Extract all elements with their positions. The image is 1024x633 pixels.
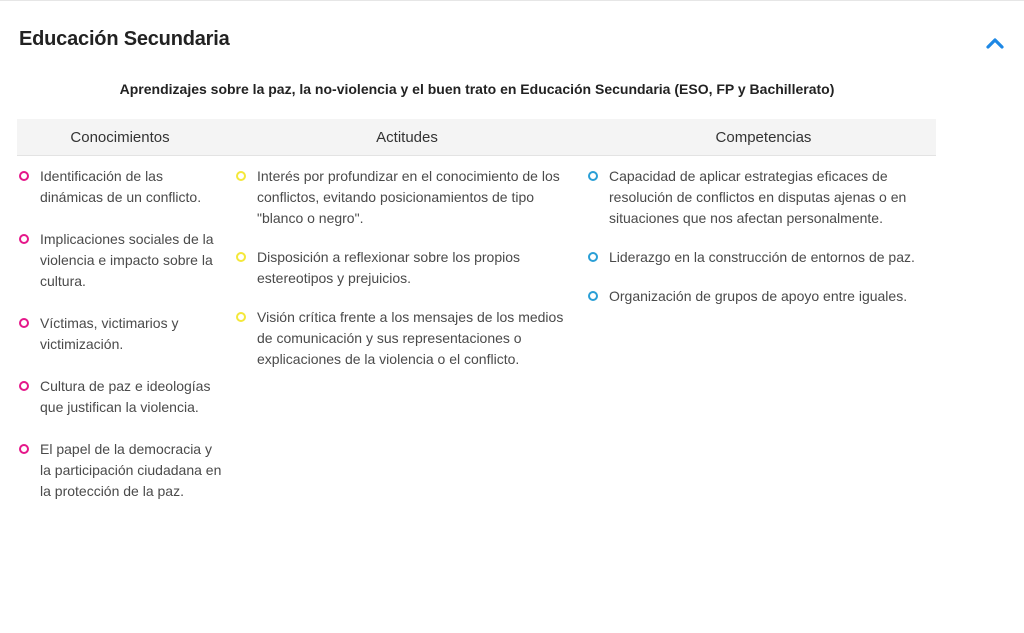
list-item — [234, 307, 578, 370]
circle-bullet-icon — [236, 252, 246, 262]
list-item — [234, 166, 578, 229]
list-item — [586, 247, 931, 268]
circle-bullet-icon — [19, 234, 29, 244]
header-actitudes: Actitudes — [376, 128, 438, 146]
actitudes-list — [234, 166, 578, 388]
circle-bullet-icon — [236, 312, 246, 322]
item-text: Organización de grupos de apoyo entre iguales. — [609, 288, 908, 304]
list-item — [17, 229, 223, 292]
item-text: Implicaciones sociales de la violencia e impacto sobre la cultura. — [40, 231, 214, 289]
list-item — [586, 166, 931, 229]
circle-bullet-icon — [19, 381, 29, 391]
table-caption: Aprendizajes sobre la paz, la no-violencia y el buen trato en Educación Secundaria (ESO, FP y Bachillerato) — [119, 81, 835, 97]
table-header-row — [17, 119, 936, 156]
circle-bullet-icon — [19, 444, 29, 454]
item-text: Disposición a reflexionar sobre los propios estereotipos y prejuicios. — [257, 249, 521, 286]
item-text: El papel de la democracia y la participación ciudadana en la protección de la paz. — [40, 441, 222, 499]
item-text: Víctimas, victimarios y victimización. — [40, 315, 179, 352]
item-text: Liderazgo en la construcción de entornos de paz. — [609, 249, 915, 265]
conocimientos-list — [17, 166, 223, 523]
list-item — [586, 286, 931, 307]
chevron-up-icon — [986, 37, 1004, 49]
header-conocimientos: Conocimientos — [70, 128, 170, 146]
item-text: Visión crítica frente a los mensajes de los medios de comunicación y sus representaciones o explicaciones de la violencia o el conflicto. — [257, 309, 564, 367]
item-text: Capacidad de aplicar estrategias eficaces de resolución de conflictos en disputas ajenas o en situaciones que nos afectan personalmente. — [609, 168, 907, 226]
circle-bullet-icon — [19, 171, 29, 181]
section-title: Educación Secundaria — [19, 28, 230, 50]
list-item — [17, 439, 223, 502]
top-divider — [0, 0, 1024, 1]
circle-bullet-icon — [236, 171, 246, 181]
list-item — [234, 247, 578, 289]
competencias-list — [586, 166, 931, 325]
item-text: Interés por profundizar en el conocimiento de los conflictos, evitando posicionamientos de tipo "blanco o negro". — [257, 168, 560, 226]
circle-bullet-icon — [19, 318, 29, 328]
list-item — [17, 166, 223, 208]
circle-bullet-icon — [588, 171, 598, 181]
item-text: Cultura de paz e ideologías que justifican la violencia. — [40, 378, 211, 415]
circle-bullet-icon — [588, 291, 598, 301]
list-item — [17, 376, 223, 418]
header-competencias: Competencias — [715, 128, 812, 146]
circle-bullet-icon — [588, 252, 598, 262]
list-item — [17, 313, 223, 355]
collapse-section-button[interactable] — [980, 30, 1010, 56]
item-text: Identificación de las dinámicas de un conflicto. — [40, 168, 202, 205]
